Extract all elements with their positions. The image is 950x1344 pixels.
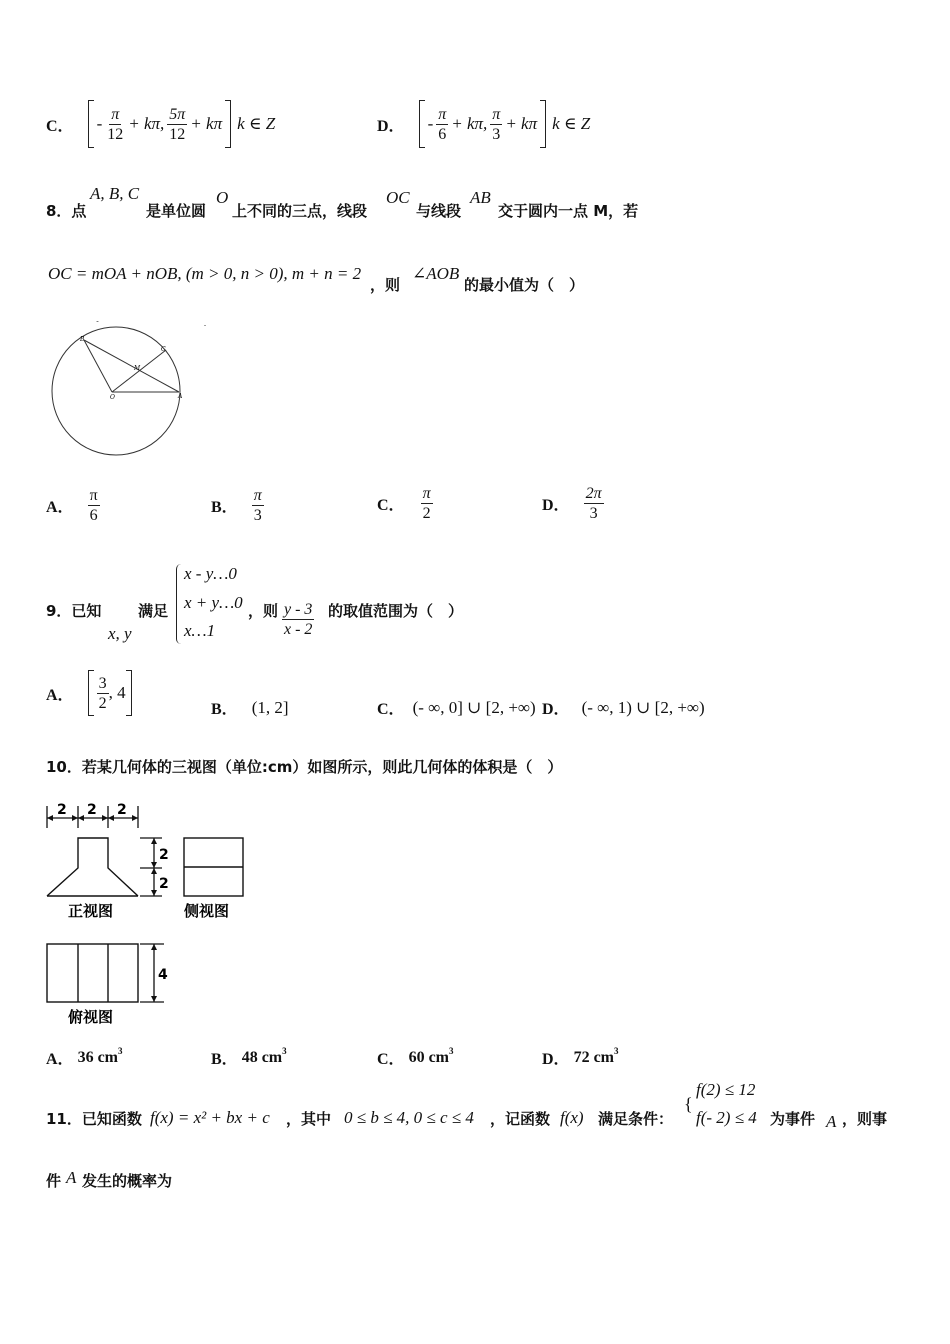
question-number: 9．已知 xyxy=(46,602,102,620)
stem-text: ，则事 xyxy=(842,1110,888,1128)
option-label: C． xyxy=(46,117,74,135)
option-label: B． xyxy=(211,701,238,718)
fraction: $\frac{\pi}{3}$ xyxy=(253,487,262,524)
fraction: $\frac{5\pi}{12}$ xyxy=(169,105,186,143)
q11-stem-line1: 11．已知函数 f(x) = x² + bx + c ，其中 0 ≤ b ≤ 4, 0 ≤ c ≤ 4 ，记函数 f(x) 满足条件： { f(2) ≤ 12 f(- 2) ≤ 4 为事件 A ，则事 xyxy=(46,1080,888,1131)
constraint-2: x + y…0 xyxy=(184,593,243,612)
q9-option-b xyxy=(211,696,289,719)
point-label-b: B xyxy=(80,336,85,343)
front-view-label: 正视图 xyxy=(68,902,114,920)
dim-label: 4 xyxy=(158,967,168,983)
point-label-o: O xyxy=(110,394,115,401)
option-label: B． xyxy=(211,499,238,516)
stem-text: 件 xyxy=(46,1172,62,1190)
option-label: A． xyxy=(46,1051,74,1068)
math-text: 0 ≤ b ≤ 4, 0 ≤ c ≤ 4 xyxy=(344,1108,474,1127)
q9-option-a xyxy=(46,670,132,716)
fraction: $\frac{\pi}{6}$ xyxy=(89,487,98,524)
fraction: $\frac{\pi}{3}$ xyxy=(492,105,501,143)
option-label: C． xyxy=(377,701,405,718)
q8-unit-circle-figure xyxy=(46,320,216,460)
math-text: , 4 xyxy=(108,683,126,702)
q9-option-c xyxy=(377,696,536,719)
point-label-a: A xyxy=(178,393,183,400)
math-text: (1, 2] xyxy=(251,697,289,717)
dim-label: 2 xyxy=(159,847,169,863)
q8-option-a xyxy=(46,486,100,525)
q8-stem-line1 xyxy=(46,184,926,220)
option-label: B． xyxy=(211,1051,238,1068)
dim-label: 2 xyxy=(117,802,127,818)
stem-text: 是单位圆 xyxy=(146,202,207,220)
stem-text: 的取值范围为（ ） xyxy=(328,602,464,620)
q10-option-a xyxy=(46,1046,123,1069)
math-text: x, y xyxy=(108,624,132,643)
math-text: + kπ xyxy=(505,114,538,133)
q8-stem-line2 xyxy=(46,262,926,292)
constraint-1: x - y…0 xyxy=(184,564,237,583)
math-text: k ∈ Z xyxy=(552,114,591,133)
superscript: 3 xyxy=(118,1046,123,1056)
math-text: OC xyxy=(386,188,410,207)
question-number: 8．点 xyxy=(46,202,87,220)
superscript: 3 xyxy=(614,1046,619,1056)
math-text: (- ∞, 0] ∪ [2, +∞) xyxy=(412,697,536,717)
option-label: D． xyxy=(542,497,570,514)
superscript: 3 xyxy=(449,1046,454,1056)
stem-text: 发生的概率为 xyxy=(82,1172,173,1190)
q9-option-d xyxy=(542,696,705,719)
math-text: ∠AOB xyxy=(412,264,460,283)
stem-text: 满足条件： xyxy=(598,1110,674,1128)
svg-text:-: - xyxy=(204,322,207,329)
option-label: A． xyxy=(46,499,74,516)
stem-text: ，则 xyxy=(248,602,279,620)
option-value: 60 cm xyxy=(408,1048,449,1066)
stem-text: 与线段 xyxy=(416,202,462,220)
point-label-c: C xyxy=(161,346,166,353)
math-text: (- ∞, 1) ∪ [2, +∞) xyxy=(581,697,705,717)
q7-option-d: D． - $\frac{\pi}{6}$ + kπ, $\frac{\pi}{3}$ + kπ k ∈ Z xyxy=(377,100,590,148)
math-text: k ∈ Z xyxy=(237,114,276,133)
q11-stem-line2 xyxy=(46,1168,446,1192)
option-value: 48 cm xyxy=(241,1048,283,1066)
math-text: OC = mOA + nOB, (m > 0, n > 0), m + n = 2 xyxy=(48,264,362,283)
q10-option-c xyxy=(377,1046,454,1069)
option-label: D． xyxy=(542,701,570,718)
option-label: D． xyxy=(377,117,405,135)
stem-text: 满足 xyxy=(138,602,169,620)
stem-text: 上不同的三点，线段 xyxy=(232,202,368,220)
q8-option-b xyxy=(211,486,264,525)
q10-stem: 10．若某几何体的三视图（单位:cm）如图所示，则此几何体的体积是（ ） xyxy=(46,758,563,776)
math-text: O xyxy=(216,188,229,207)
option-label: C． xyxy=(377,497,405,514)
q10-three-views-figure xyxy=(40,798,280,1028)
side-view-label: 侧视图 xyxy=(184,902,230,920)
q10-option-b xyxy=(211,1046,287,1069)
svg-text:˘: ˘ xyxy=(96,321,99,328)
math-text: + kπ, xyxy=(128,114,165,133)
fraction: $\frac{\pi}{12}$ xyxy=(107,105,124,143)
q7-option-c: C． - $\frac{\pi}{12}$ + kπ, $\frac{5\pi}{12}$ + kπ k ∈ Z xyxy=(46,100,275,148)
dim-label: 2 xyxy=(57,802,67,818)
stem-text: 的最小值为（ ） xyxy=(464,276,585,294)
stem-text: ，记函数 xyxy=(490,1110,551,1128)
q8-option-c xyxy=(377,484,433,523)
fraction: $\frac{\pi}{2}$ xyxy=(422,485,431,522)
constraint-3: x…1 xyxy=(184,621,216,640)
stem-text: ，则 xyxy=(370,276,401,294)
fraction: $\frac{3}{2}$ xyxy=(98,674,107,712)
condition-1: f(2) ≤ 12 xyxy=(696,1080,756,1099)
dim-label: 2 xyxy=(159,876,169,892)
stem-text: 交于圆内一点 M，若 xyxy=(498,202,639,220)
stem-text: ，其中 xyxy=(286,1110,332,1128)
fraction: $\frac{2\pi}{3}$ xyxy=(585,485,602,522)
math-text: AB xyxy=(470,188,491,207)
option-value: 36 cm xyxy=(77,1048,118,1066)
math-text: f(x) = x² + bx + c xyxy=(150,1108,270,1127)
math-text: f(x) xyxy=(560,1108,584,1127)
option-label: A． xyxy=(46,686,74,704)
math-text: A xyxy=(66,1168,77,1187)
option-label: D． xyxy=(542,1051,570,1068)
math-text: A, B, C xyxy=(90,184,140,203)
fraction: $\frac{\pi}{6}$ xyxy=(438,105,447,143)
math-text: A xyxy=(826,1112,837,1131)
math-text: + kπ, xyxy=(451,114,488,133)
fraction: $\frac{y - 3}{x - 2}$ xyxy=(284,601,313,638)
q8-option-d xyxy=(542,484,604,523)
q9-stem xyxy=(46,560,926,652)
stem-text: 为事件 xyxy=(770,1110,816,1128)
question-number: 11．已知函数 xyxy=(46,1110,142,1128)
math-text: + kπ xyxy=(190,114,223,133)
option-value: 72 cm xyxy=(573,1048,614,1066)
option-label: C． xyxy=(377,1051,405,1068)
point-label-m: M xyxy=(134,365,141,372)
dim-label: 2 xyxy=(87,802,97,818)
q10-option-d xyxy=(542,1046,619,1069)
top-view-label: 俯视图 xyxy=(68,1008,114,1026)
condition-2: f(- 2) ≤ 4 xyxy=(696,1108,757,1127)
superscript: 3 xyxy=(282,1046,287,1056)
